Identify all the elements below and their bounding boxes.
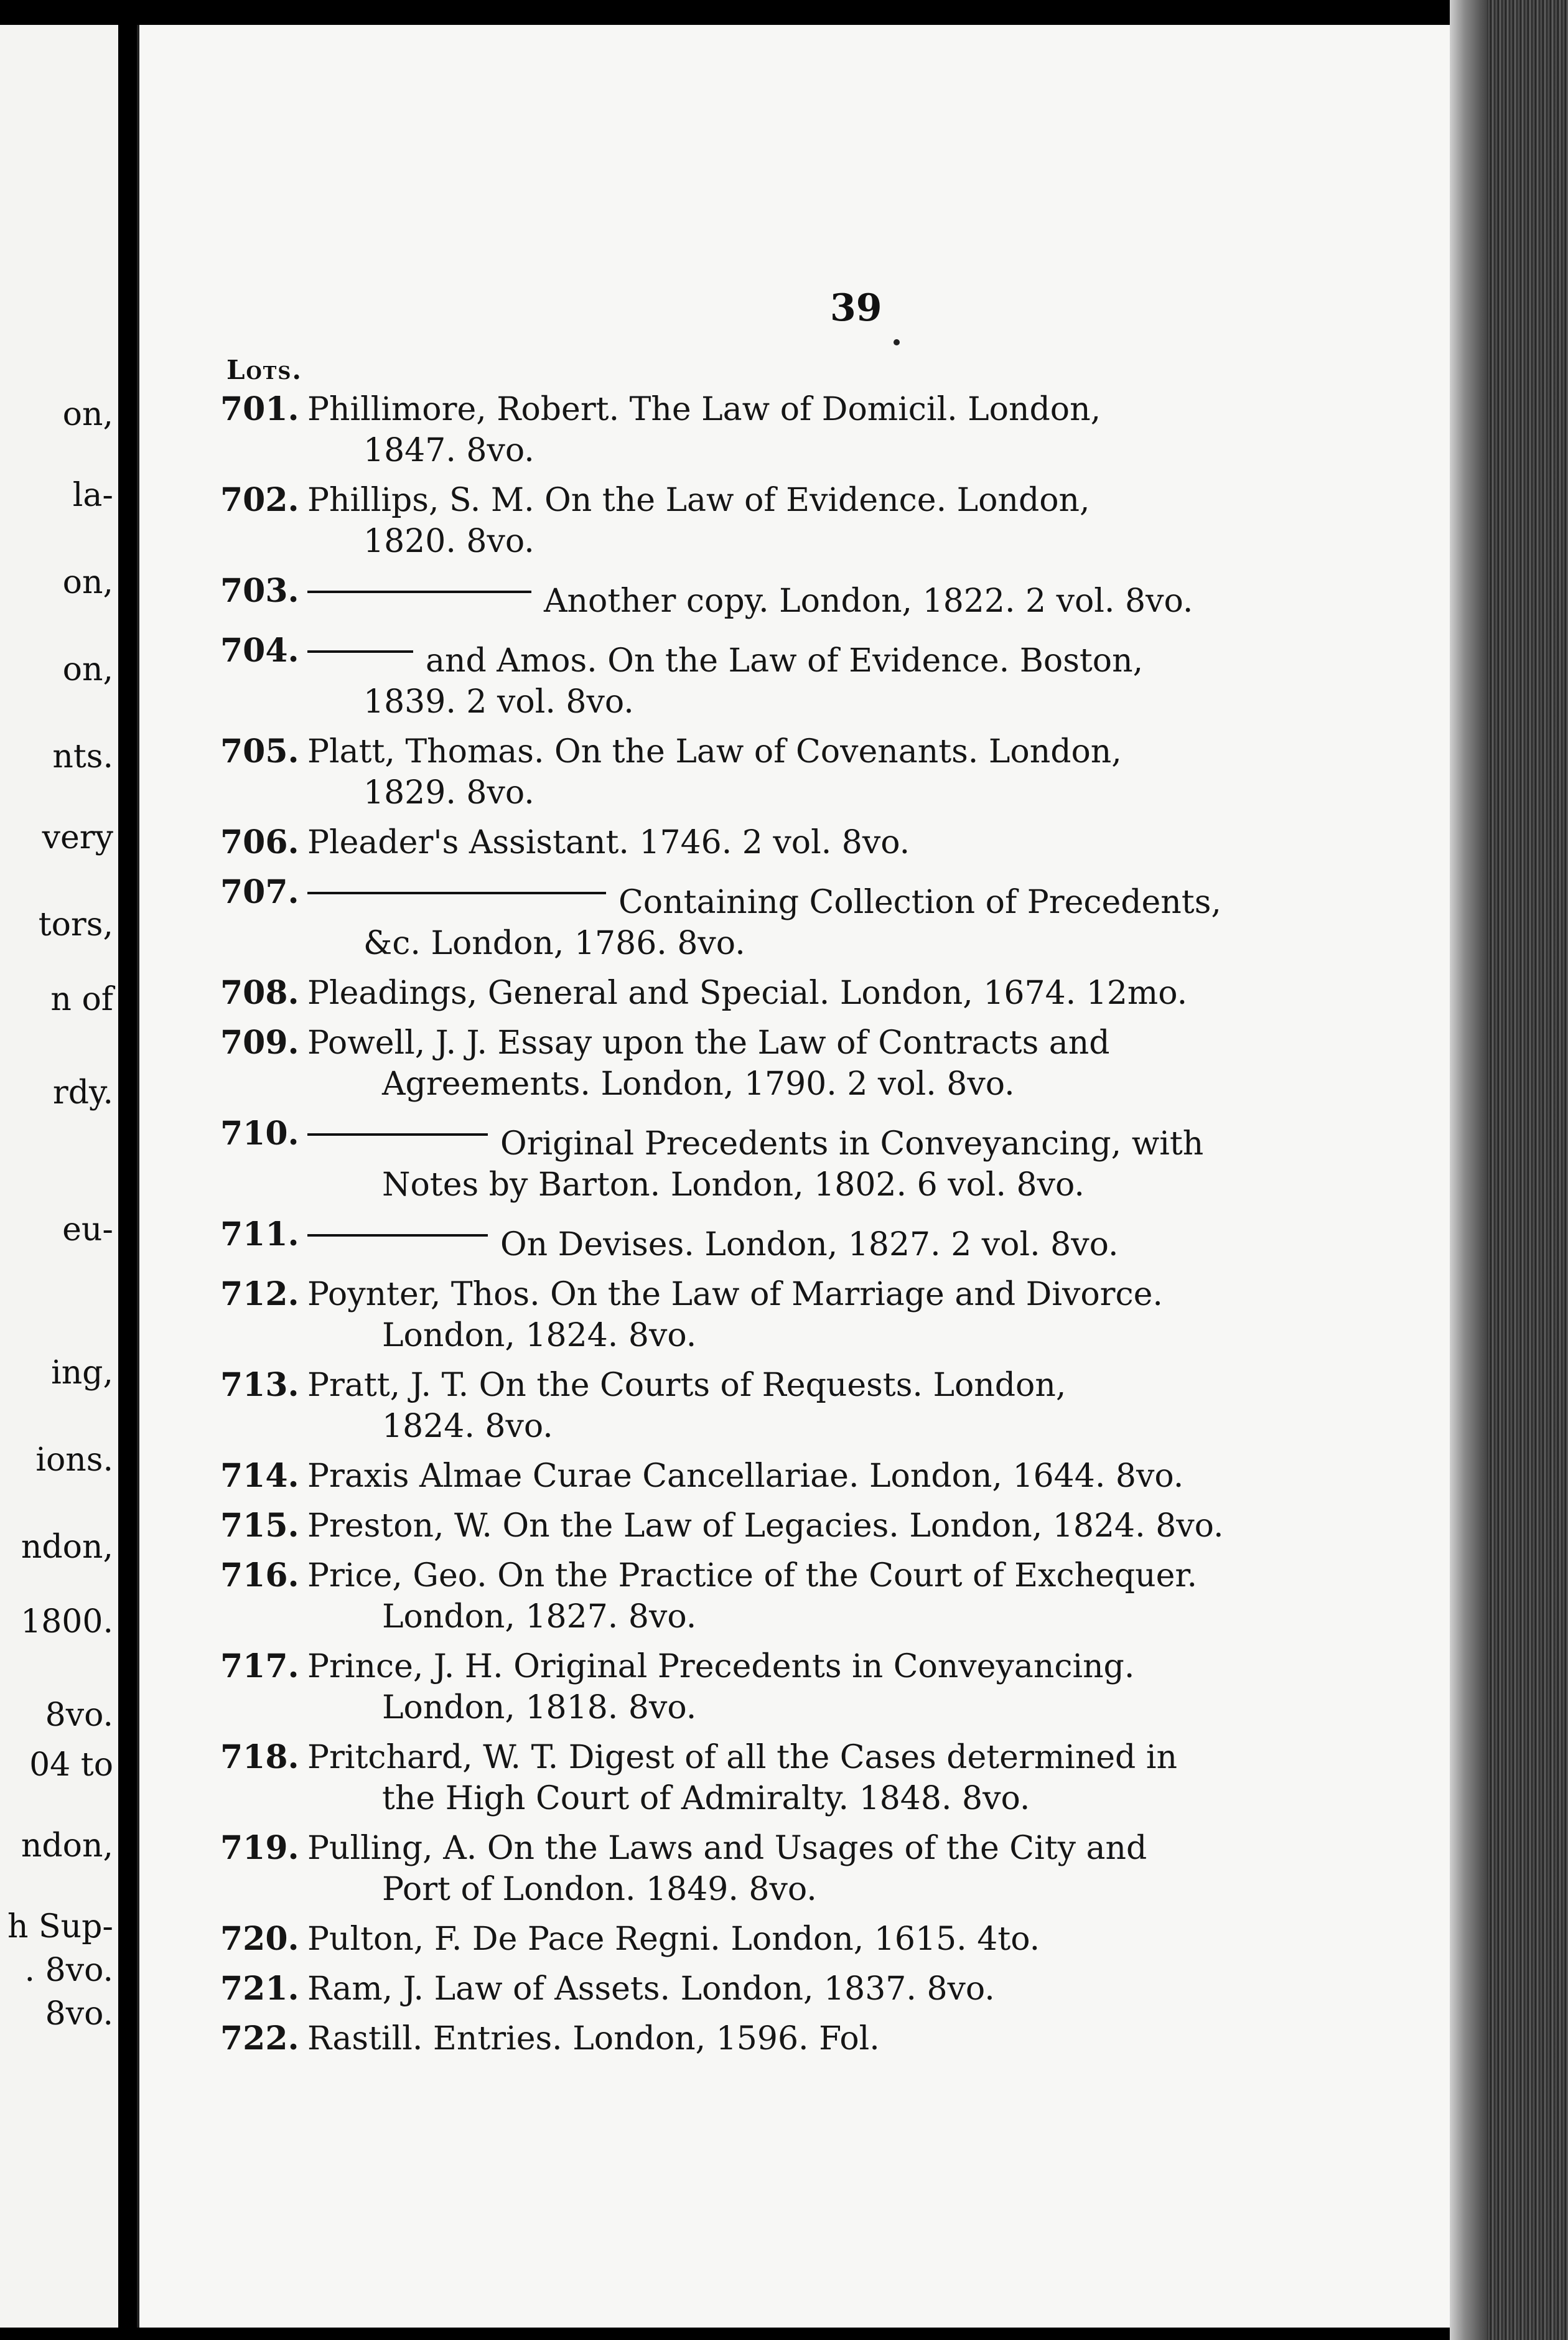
ditto-dash [307, 1115, 488, 1136]
lot-number: 706. [220, 823, 299, 861]
lot-number: 712. [220, 1275, 299, 1313]
facing-fragment: ndon, [21, 1528, 113, 1566]
lots-heading: Lots. [226, 355, 302, 385]
facing-fragment: nts. [52, 738, 113, 775]
lot-entry [220, 1274, 1371, 1356]
lot-text: Phillimore, Robert. The Law of Domicil. London, [307, 391, 1101, 428]
lot-entry [220, 1646, 1371, 1728]
page-edge-highlight [1450, 0, 1487, 2340]
facing-fragment: ing, [51, 1354, 113, 1392]
lot-text: and Amos. On the Law of Evidence. Boston, [426, 642, 1144, 680]
lot-entry [220, 1365, 1371, 1447]
lot-continuation: &c. London, 1786. 8vo. [363, 925, 745, 962]
ditto-dash [307, 873, 606, 894]
lot-continuation: London, 1827. 8vo. [382, 1598, 697, 1636]
lot-entry [220, 1456, 1371, 1497]
lot-entry [220, 1828, 1371, 1910]
lot-entry [220, 2018, 1371, 2059]
facing-fragment: la- [72, 477, 113, 514]
lot-entry [220, 822, 1371, 863]
lot-number: 721. [220, 1970, 299, 2008]
lot-number: 715. [220, 1507, 299, 1545]
lot-entry [220, 1737, 1371, 1819]
lot-entry [220, 1505, 1371, 1547]
lot-continuation: 1829. 8vo. [363, 774, 534, 812]
lot-entry [220, 1555, 1371, 1637]
lot-number: 722. [220, 2019, 299, 2057]
lot-text: Rastill. Entries. London, 1596. Fol. [307, 2020, 880, 2057]
lot-entry [220, 1023, 1371, 1105]
facing-fragment: on, [62, 651, 113, 688]
ditto-dash [307, 1215, 488, 1237]
lot-number: 705. [220, 732, 299, 770]
page-number: 39 [830, 286, 882, 330]
lot-entry [220, 389, 1371, 471]
lot-text: Praxis Almae Curae Cancellariae. London, 1644. 8vo. [307, 1458, 1184, 1495]
lot-continuation: Notes by Barton. London, 1802. 6 vol. 8vo. [382, 1166, 1085, 1204]
lot-entry [220, 1214, 1371, 1265]
lot-text: Containing Collection of Precedents, [618, 884, 1221, 921]
catalogue-page [137, 25, 1452, 2328]
lot-number: 710. [220, 1115, 299, 1153]
lot-number: 709. [220, 1024, 299, 1062]
lot-entry [220, 480, 1371, 562]
facing-fragment: 8vo. [45, 1995, 113, 2033]
ditto-dash [307, 572, 531, 593]
facing-fragment: ions. [35, 1441, 113, 1479]
page-edge [1450, 0, 1568, 2340]
facing-fragment: rdy. [52, 1074, 113, 1112]
lot-text: Pulling, A. On the Laws and Usages of the City and [307, 1830, 1147, 1867]
lot-continuation: 1820. 8vo. [363, 523, 534, 560]
lot-list [220, 389, 1371, 2068]
lot-continuation: London, 1824. 8vo. [382, 1317, 697, 1354]
lot-text: Powell, J. J. Essay upon the Law of Contracts and [307, 1024, 1110, 1062]
lot-number: 708. [220, 974, 299, 1012]
ditto-dash [307, 632, 413, 653]
lot-continuation: 1839. 2 vol. 8vo. [363, 683, 634, 721]
lot-number: 702. [220, 481, 299, 519]
lot-continuation: Agreements. London, 1790. 2 vol. 8vo. [382, 1065, 1015, 1103]
lot-text: Phillips, S. M. On the Law of Evidence. London, [307, 482, 1090, 519]
facing-fragment: h Sup- [7, 1908, 113, 1945]
lot-entry [220, 1968, 1371, 2010]
lot-text: Pulton, F. De Pace Regni. London, 1615. 4to. [307, 1921, 1040, 1958]
lot-entry [220, 1113, 1371, 1205]
facing-fragment: tors, [38, 906, 113, 943]
lot-entry [220, 872, 1371, 964]
lot-number: 718. [220, 1738, 299, 1776]
lot-number: 717. [220, 1647, 299, 1685]
facing-fragment: . 8vo. [24, 1952, 113, 1989]
lot-text: Price, Geo. On the Practice of the Court of Exchequer. [307, 1557, 1198, 1594]
lot-text: Pleader's Assistant. 1746. 2 vol. 8vo. [307, 824, 910, 861]
facing-fragment: on, [62, 564, 113, 601]
lot-number: 707. [220, 873, 299, 911]
lot-text: Pratt, J. T. On the Courts of Requests. London, [307, 1367, 1066, 1404]
facing-fragment: n of [50, 981, 113, 1018]
lot-text: Prince, J. H. Original Precedents in Conveyancing. [307, 1648, 1135, 1685]
lot-number: 711. [220, 1215, 299, 1253]
facing-page [0, 25, 118, 2328]
lot-number: 719. [220, 1829, 299, 1867]
lot-continuation: Port of London. 1849. 8vo. [382, 1871, 817, 1908]
facing-fragment: very [42, 819, 113, 856]
lot-entry [220, 1919, 1371, 1960]
facing-fragment: 8vo. [45, 1696, 113, 1734]
lot-entry [220, 973, 1371, 1014]
lot-text: Poynter, Thos. On the Law of Marriage and Divorce. [307, 1276, 1163, 1313]
lot-text: Ram, J. Law of Assets. London, 1837. 8vo. [307, 1970, 995, 2008]
lot-text: On Devises. London, 1827. 2 vol. 8vo. [500, 1226, 1119, 1263]
facing-fragment: 04 to [29, 1746, 113, 1784]
lot-continuation: the High Court of Admiralty. 1848. 8vo. [382, 1780, 1030, 1817]
lot-text: Pleadings, General and Special. London, 1674. 12mo. [307, 975, 1188, 1012]
facing-fragment: 1800. [21, 1603, 113, 1640]
lot-number: 703. [220, 572, 299, 610]
lot-entry [220, 731, 1371, 813]
lot-continuation: London, 1818. 8vo. [382, 1689, 697, 1726]
lot-continuation: 1824. 8vo. [382, 1408, 553, 1445]
printer-dot [894, 339, 900, 345]
lot-text: Another copy. London, 1822. 2 vol. 8vo. [544, 583, 1193, 620]
lot-text: Original Precedents in Conveyancing, with [500, 1125, 1204, 1163]
lot-text: Platt, Thomas. On the Law of Covenants. London, [307, 733, 1122, 770]
lot-entry [220, 630, 1371, 723]
lot-number: 714. [220, 1457, 299, 1495]
lot-number: 713. [220, 1366, 299, 1404]
lot-continuation: 1847. 8vo. [363, 432, 534, 469]
facing-fragment: on, [62, 396, 113, 433]
lot-number: 716. [220, 1556, 299, 1594]
lot-entry [220, 571, 1371, 622]
lot-number: 704. [220, 632, 299, 670]
lot-number: 701. [220, 390, 299, 428]
lot-number: 720. [220, 1920, 299, 1958]
lot-text: Preston, W. On the Law of Legacies. London, 1824. 8vo. [307, 1507, 1224, 1545]
facing-fragment: eu- [62, 1211, 113, 1248]
facing-fragment: ndon, [21, 1827, 113, 1865]
lot-text: Pritchard, W. T. Digest of all the Cases determined in [307, 1739, 1177, 1776]
